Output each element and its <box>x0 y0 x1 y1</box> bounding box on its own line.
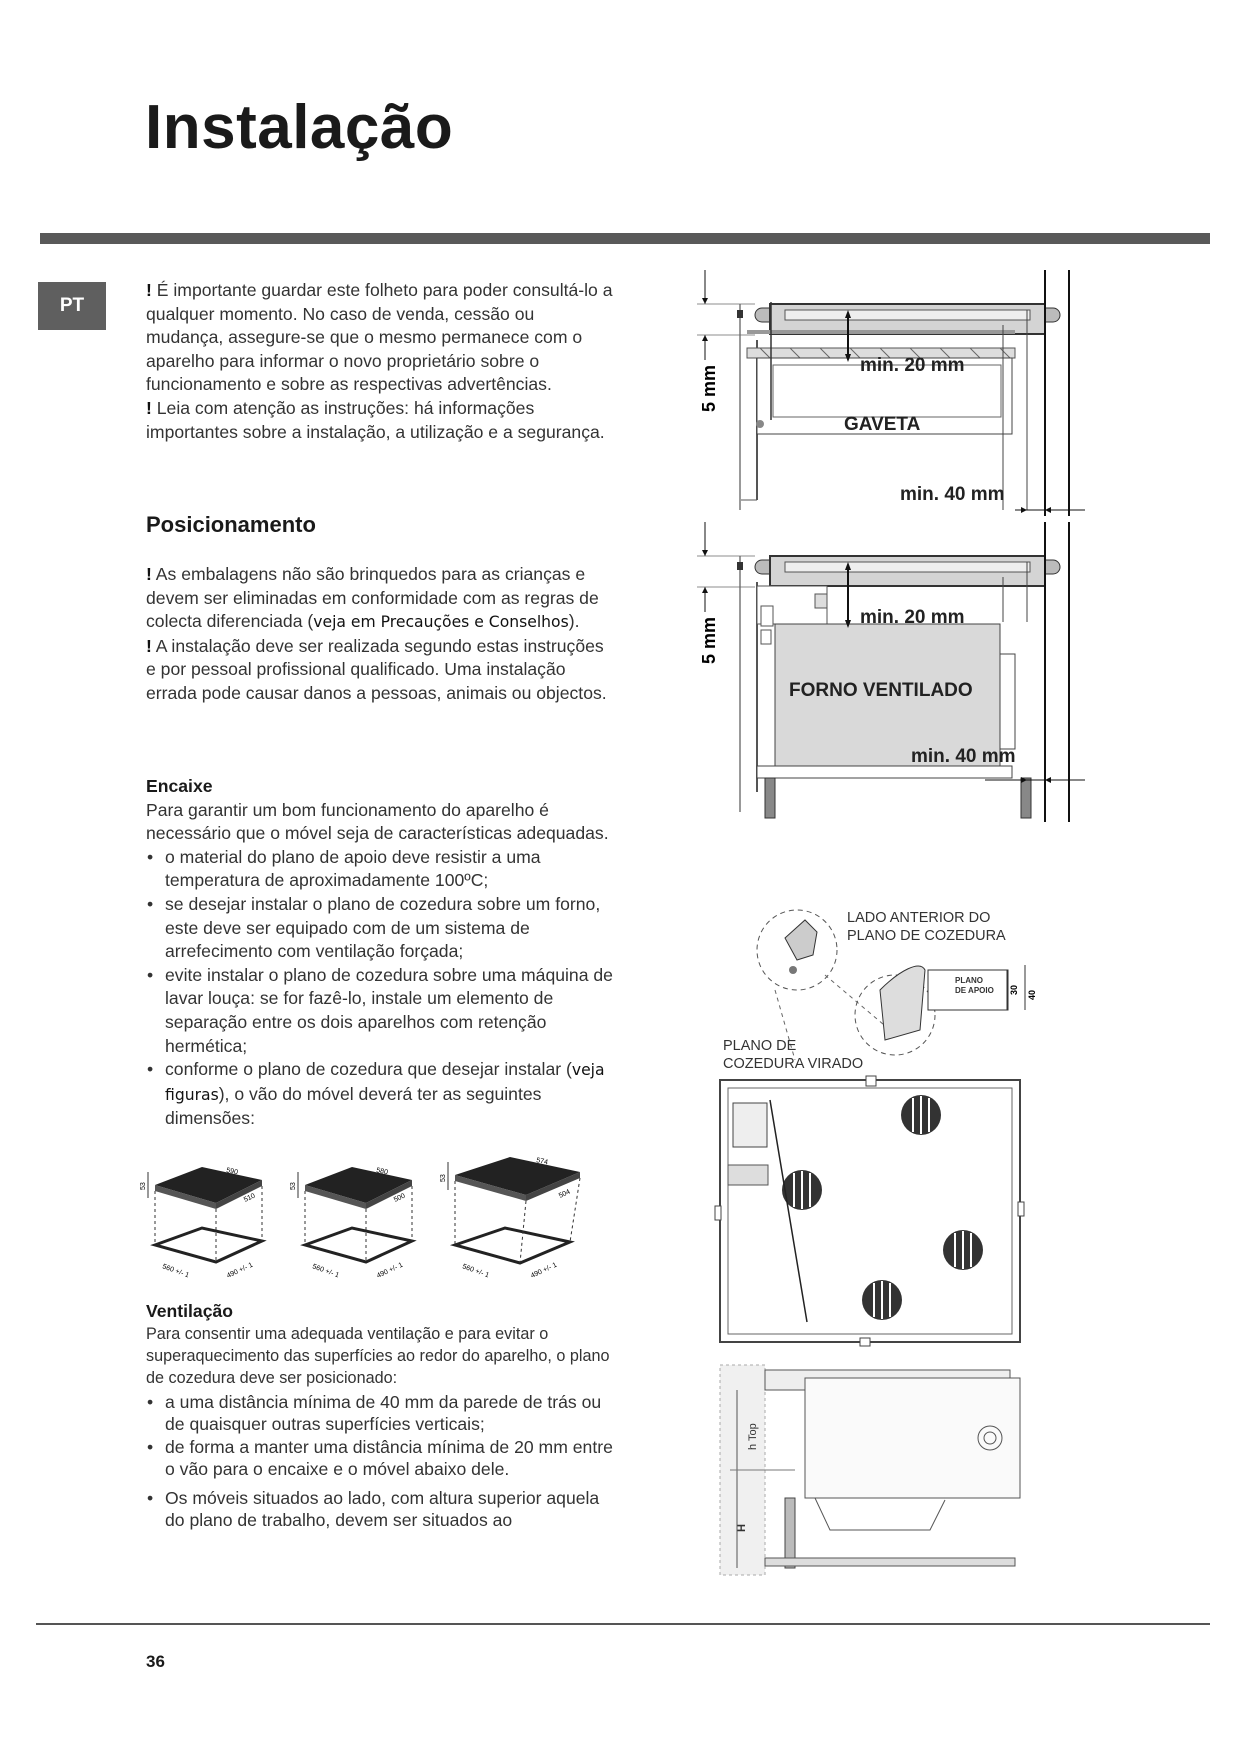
width-label: 580 <box>375 1167 389 1177</box>
positioning-heading: Posicionamento <box>146 512 316 537</box>
intro-section <box>146 279 616 444</box>
side-gap-label: 5 mm <box>699 364 719 412</box>
flipped-hob-label: PLANO DE <box>723 1038 797 1054</box>
intro-paragraph-1: ! É importante guardar este folheto para poder consultá-lo a qualquer momento. No caso de venda, cessão ou mudança, assegure-se que o mesmo permanece com o aparelho para informar o novo proprietário sobre o funcionamento e sobre as respectivas advertências. <box>146 280 613 395</box>
page-title: Instalação <box>145 93 454 162</box>
fitting-bullet: • se desejar instalar o plano de cozedura sobre um forno, este deve ser equipado com de um sistema de arrefecimento com ventilação forçada; <box>146 893 616 964</box>
width-label: 574 <box>535 1157 549 1167</box>
h-label: H <box>736 1524 748 1532</box>
cross-reference: veja figuras <box>165 1061 605 1104</box>
cut-width-label: 560 +/- 1 <box>461 1263 490 1280</box>
ventilation-intro: Para consentir uma adequada ventilação e para evitar o superaquecimento das superfícies ao redor do aparelho, o plano de cozedura deve ser posicionado: <box>146 1324 610 1387</box>
h-top-label: h Top <box>747 1423 759 1450</box>
ventilation-bullet: • a uma distância mínima de 40 mm da parede de trás ou de quaisquer outras superfícies verticais; <box>146 1391 616 1436</box>
intro-paragraph-2: ! Leia com atenção as instruções: há informações importantes sobre a instalação, a utilização e a segurança. <box>146 397 605 442</box>
depth-label: 500 <box>392 1192 407 1204</box>
cut-depth-label: 490 +/- 1 <box>375 1261 405 1280</box>
wall-gap-label: min. 40 mm <box>911 746 1016 767</box>
footer-divider <box>36 1623 1210 1625</box>
ventilation-bullet: • de forma a manter uma distância mínima de 20 mm entre o vão para o encaixe e o móvel abaixo dele. <box>146 1436 616 1481</box>
cut-width-label: 560 +/- 1 <box>161 1263 190 1280</box>
fitting-bullet: • o material do plano de apoio deve resistir a uma temperatura de aproximadamente 100ºC; <box>146 846 616 893</box>
positioning-paragraph-2: ! A instalação deve ser realizada segundo estas instruções e por pessoal profissional qualificado. Uma instalação errada pode causar danos a pessoas, animais ou objectos. <box>146 635 607 703</box>
height-label: 53 <box>140 1182 147 1190</box>
cut-depth-label: 490 +/- 1 <box>529 1261 559 1280</box>
gap-label: min. 20 mm <box>860 607 965 628</box>
gap-label: min. 20 mm <box>860 355 965 376</box>
fitting-intro: Para garantir um bom funcionamento do aparelho é necessário que o móvel seja de características adequadas. <box>146 799 609 844</box>
fitting-heading: Encaixe <box>146 776 213 796</box>
ventilation-heading: Ventilação <box>146 1301 234 1321</box>
fitting-section <box>146 775 616 1131</box>
front-side-label: PLANO DE COZEDURA <box>847 928 1006 944</box>
fitting-bullet: • conforme o plano de cozedura que desejar instalar (veja figuras), o vão do móvel deverá ter as seguintes dimensões: <box>146 1058 616 1131</box>
ventilation-bullet: • Os móveis situados ao lado, com altura superior aquela do plano de trabalho, devem ser situados ao <box>146 1487 616 1532</box>
header-divider <box>40 233 1210 244</box>
ventilation-section <box>146 1300 616 1532</box>
dimension-30-label: 30 <box>1009 984 1019 995</box>
section-view-diagram <box>720 1365 1020 1575</box>
installation-diagrams <box>685 270 1105 1590</box>
dimension-40-label: 40 <box>1027 989 1037 1000</box>
drawer-label: GAVETA <box>844 414 921 435</box>
hob-cutout-2 <box>290 1167 412 1280</box>
cross-reference: veja em Precauções e Conselhos <box>313 613 569 632</box>
oven-clearance-diagram <box>697 522 1085 822</box>
cutout-dimension-diagrams <box>140 1150 610 1300</box>
height-label: 53 <box>440 1174 447 1182</box>
support-label: DE APOIO <box>955 986 994 995</box>
page-number: 36 <box>146 1652 165 1671</box>
oven-label: FORNO VENTILADO <box>789 680 973 701</box>
hob-cutout-3 <box>440 1157 580 1280</box>
side-gap-label: 5 mm <box>699 616 719 664</box>
wall-gap-label: min. 40 mm <box>900 484 1005 505</box>
drawer-clearance-diagram <box>697 270 1085 516</box>
support-label: PLANO <box>955 976 983 985</box>
positioning-section <box>146 563 616 706</box>
cut-depth-label: 490 +/- 1 <box>225 1261 255 1280</box>
height-label: 53 <box>290 1182 297 1190</box>
cut-width-label: 560 +/- 1 <box>311 1263 340 1280</box>
flipped-hob-label: COZEDURA VIRADO <box>723 1056 864 1072</box>
width-label: 590 <box>225 1167 239 1177</box>
depth-label: 504 <box>557 1188 572 1200</box>
front-side-label: LADO ANTERIOR DO <box>847 910 991 926</box>
positioning-paragraph-1: ! As embalagens não são brinquedos para as crianças e devem ser eliminadas em conformidade com as regras de colecta diferenciada (veja em Precauções e Conselhos). <box>146 564 599 632</box>
hob-cutout-1 <box>140 1167 262 1280</box>
flipped-hob-underside <box>715 1076 1024 1346</box>
fitting-bullet: • evite instalar o plano de cozedura sobre uma máquina de lavar louça: se for fazê-lo, instale um elemento de separação entre os dois aparelhos com retenção hermética; <box>146 964 616 1058</box>
clip-detail-diagram <box>723 910 1037 1072</box>
depth-label: 510 <box>242 1192 257 1204</box>
language-tab: PT <box>38 282 106 330</box>
